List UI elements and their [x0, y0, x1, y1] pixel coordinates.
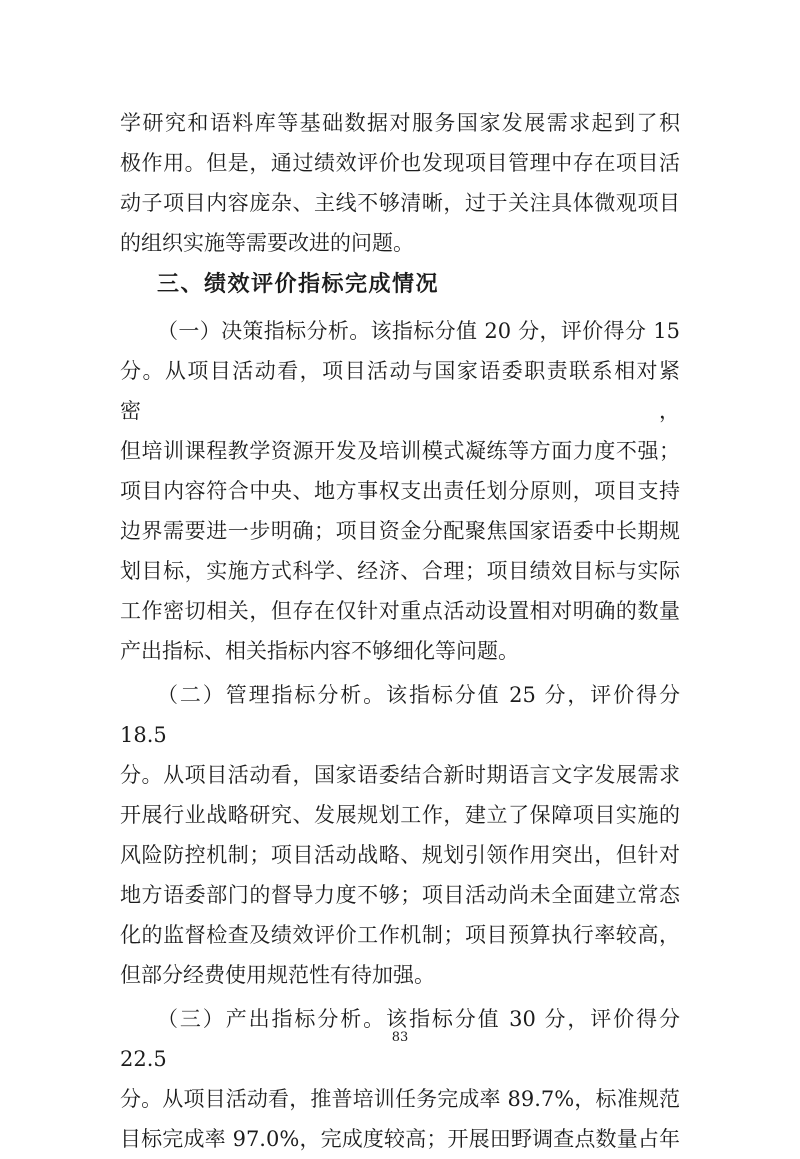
text-line: 分。从项目活动看，推普培训任务完成率 89.7%，标准规范: [120, 1087, 680, 1111]
paragraph: [120, 103, 680, 263]
text-line: 项目内容符合中央、地方事权支出责任划分原则，项目支持: [120, 479, 680, 503]
text-line: 但部分经费使用规范性有待加强。: [120, 963, 435, 987]
text-line: 极作用。但是，通过绩效评价也发现项目管理中存在项目活: [120, 151, 680, 175]
text-line: 的组织实施等需要改进的问题。: [120, 231, 414, 255]
text-line: （二）管理指标分析。该指标分值 25 分，评价得分 18.5: [120, 683, 680, 747]
text-line: 风险防控机制；项目活动战略、规划引领作用突出，但针对: [120, 843, 680, 867]
text-line: 划目标，实施方式科学、经济、合理；项目绩效目标与实际: [120, 559, 680, 583]
text-line: 产出指标、相关指标内容不够细化等问题。: [120, 639, 519, 663]
document-content: [120, 103, 680, 1159]
text-line: 目标完成率 97.0%，完成度较高；开展田野调查点数量占年: [120, 1127, 680, 1151]
text-line: 开展行业战略研究、发展规划工作，建立了保障项目实施的: [120, 803, 680, 827]
paragraph: [120, 999, 680, 1159]
heading-line: 三、绩效评价指标完成情况: [157, 272, 440, 297]
text-line: 动子项目内容庞杂、主线不够清晰，过于关注具体微观项目: [120, 191, 680, 215]
text-line: 边界需要进一步明确；项目资金分配聚焦国家语委中长期规: [120, 519, 680, 543]
text-line: 但培训课程教学资源开发及培训模式凝练等方面力度不强；: [120, 439, 680, 463]
text-line: （三）产出指标分析。该指标分值 30 分，评价得分 22.5: [120, 1007, 680, 1071]
text-line: 学研究和语料库等基础数据对服务国家发展需求起到了积: [120, 111, 680, 135]
text-line: 地方语委部门的督导力度不够；项目活动尚未全面建立常态: [120, 883, 680, 907]
paragraph: [120, 311, 680, 671]
section-heading: [120, 265, 680, 305]
text-line: 工作密切相关，但存在仅针对重点活动设置相对明确的数量: [120, 599, 680, 623]
text-line: 分。从项目活动看，项目活动与国家语委职责联系相对紧密，: [120, 359, 680, 423]
text-line: 化的监督检查及绩效评价工作机制；项目预算执行率较高，: [120, 923, 680, 947]
page-number: 83: [391, 1030, 409, 1045]
text-line: 分。从项目活动看，国家语委结合新时期语言文字发展需求: [120, 763, 680, 787]
paragraph: [120, 675, 680, 995]
text-line: （一）决策指标分析。该指标分值 20 分，评价得分 15: [157, 319, 680, 343]
